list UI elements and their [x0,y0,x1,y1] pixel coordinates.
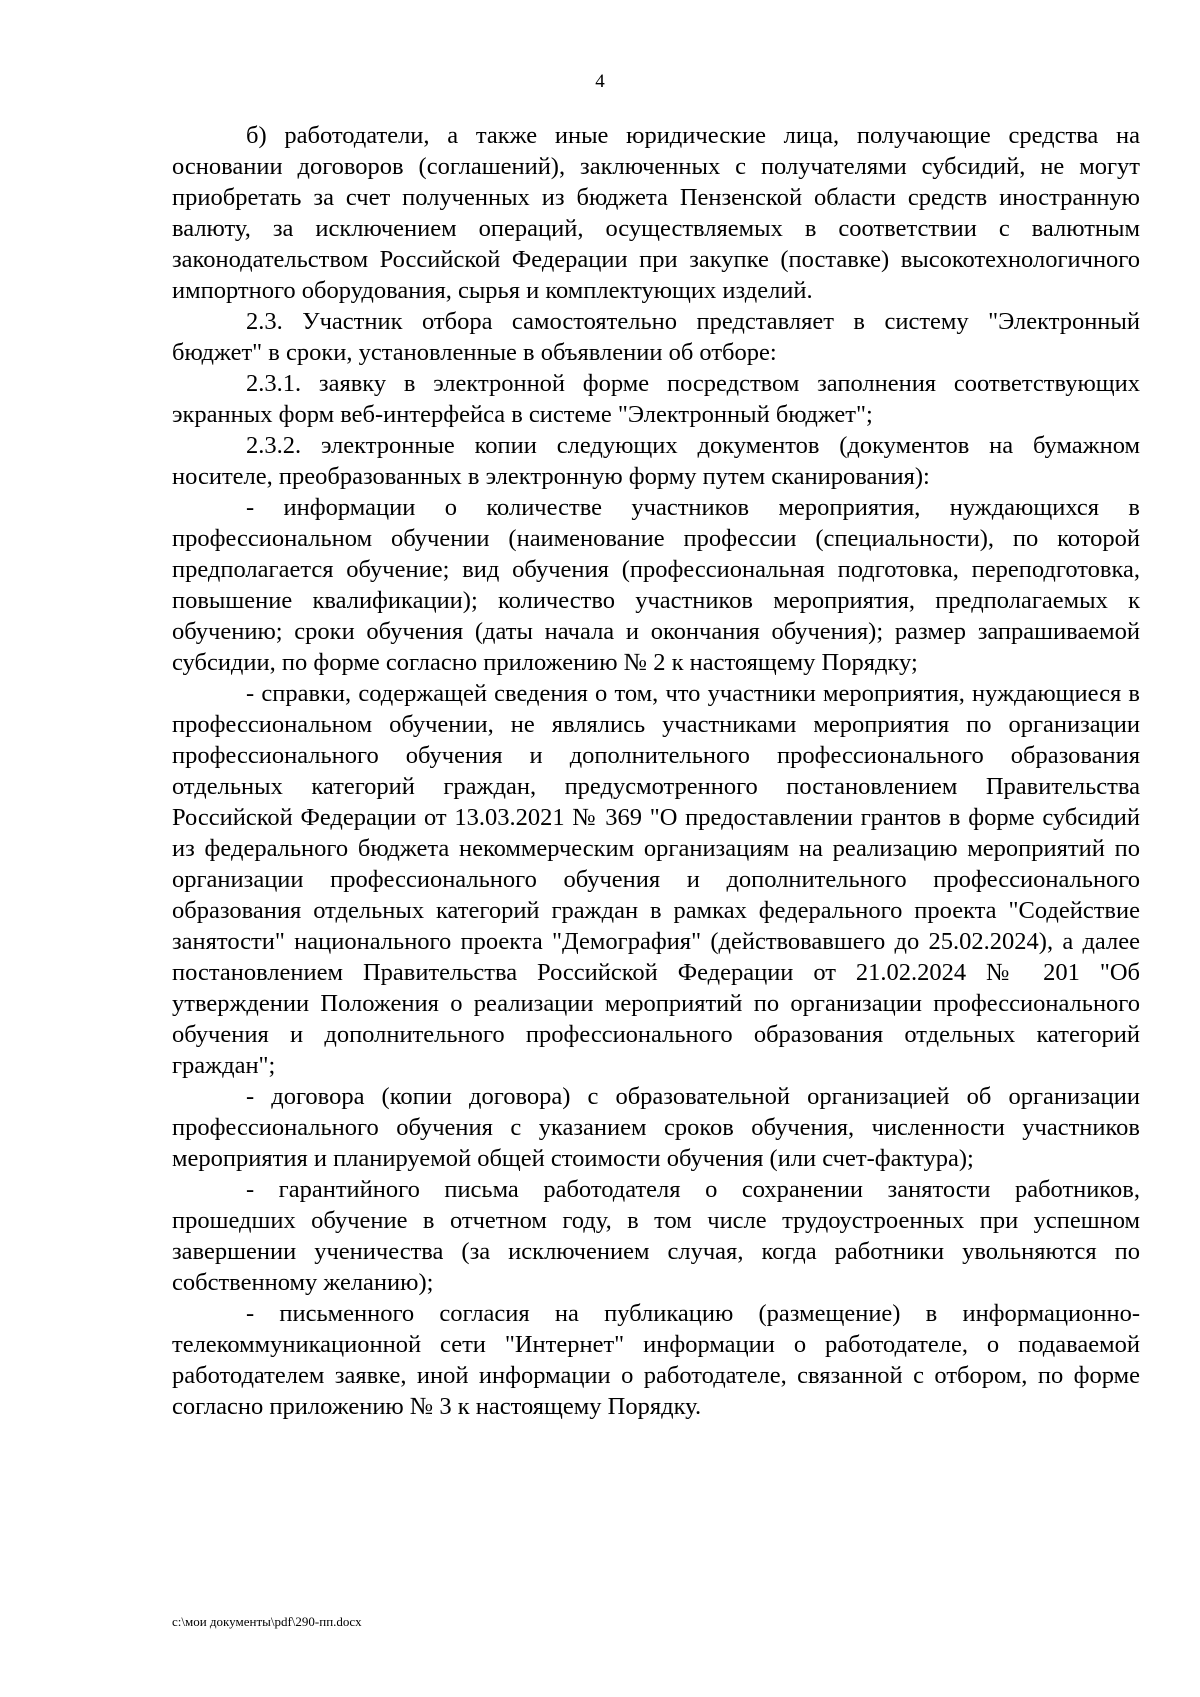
list-item-participants-info: - информации о количестве участников мероприятия, нуждающихся в профессиональном обучении (наименование профессии (специальности), по которой предполагается обучение; вид обучения (профессиональная подготовка, переподготовка, повышение квалификации); количество участников мероприятия, предполагаемых к обучению; сроки обучения (даты начала и окончания обучения); размер запрашиваемой субсидии, по форме согласно приложению № 2 к настоящему Порядку; [172,494,1140,676]
list-item-contract: - договора (копии договора) с образовательной организацией об организации профессионального обучения с указанием сроков обучения, численности участников мероприятия и планируемой общей стоимости обучения (или счет-фактура); [172,1083,1140,1172]
paragraph-2-3-submission: 2.3. Участник отбора самостоятельно представляет в систему "Электронный бюджет" в сроки, установленные в объявлении об отборе: [172,308,1140,366]
footer-file-path: c:\мои документы\pdf\290-пп.docx [172,1614,362,1629]
list-item-publication-consent: - письменного согласия на публикацию (размещение) в информационно-телекоммуникационной сети "Интернет" информации о работодателе, о подаваемой работодателем заявке, иной информации о работодателе, связанной с отбором, по форме согласно приложению № 3 к настоящему Порядку. [172,1300,1140,1420]
list-item-guarantee-letter: - гарантийного письма работодателя о сохранении занятости работников, прошедших обучение в отчетном году, в том числе трудоустроенных при успешном завершении ученичества (за исключением случая, когда работники увольняются по собственному желанию); [172,1176,1140,1296]
paragraph-b-currency-restriction: б) работодатели, а также иные юридические лица, получающие средства на основании договоров (соглашений), заключенных с получателями субсидий, не могут приобретать за счет полученных из бюджета Пензенской области средств иностранную валюту, за исключением операций, осуществляемых в соответствии с валютным законодательством Российской Федерации при закупке (поставке) высокотехнологичного импортного оборудования, сырья и комплектующих изделий. [172,122,1140,304]
document-body [172,120,1140,1422]
list-item-certificate: - справки, содержащей сведения о том, что участники мероприятия, нуждающиеся в профессиональном обучении, не являлись участниками мероприятия по организации профессионального обучения и дополнительного профессионального образования отдельных категорий граждан, предусмотренного постановлением Правительства Российской Федерации от 13.03.2021 № 369 "О предоставлении грантов в форме субсидий из федерального бюджета некоммерческим организациям на реализацию мероприятий по организации профессионального обучения и дополнительного профессионального образования отдельных категорий граждан в рамках федерального проекта "Содействие занятости" национального проекта "Демография" (действовавшего до 25.02.2024), а далее постановлением Правительства Российской Федерации от 21.02.2024 № 201 "Об утверждении Положения о реализации мероприятий по организации профессионального обучения и дополнительного профессионального образования отдельных категорий граждан"; [172,680,1140,1079]
paragraph-2-3-1-application: 2.3.1. заявку в электронной форме посредством заполнения соответствующих экранных форм веб-интерфейса в системе "Электронный бюджет"; [172,370,1140,428]
page-number: 4 [595,71,605,92]
paragraph-2-3-2-documents: 2.3.2. электронные копии следующих документов (документов на бумажном носителе, преобразованных в электронную форму путем сканирования): [172,432,1140,490]
